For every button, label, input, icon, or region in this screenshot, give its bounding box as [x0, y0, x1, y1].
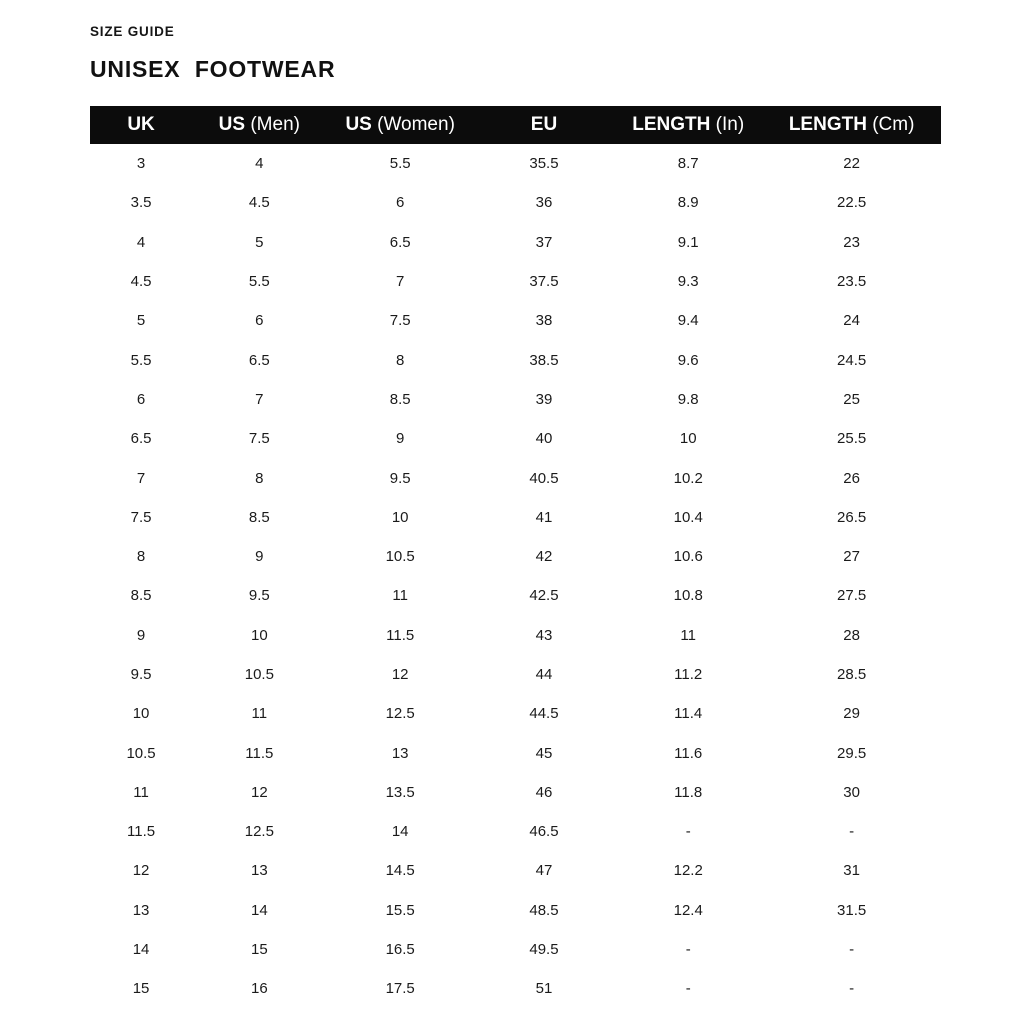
size-cell: 5.5 — [130, 351, 152, 369]
size-row — [90, 144, 941, 183]
size-cell: 10 — [250, 626, 268, 644]
size-cell: 12 — [250, 783, 268, 801]
size-row — [90, 851, 941, 890]
column-header — [327, 106, 474, 144]
size-cell: 49.5 — [529, 941, 559, 959]
size-row — [90, 930, 941, 969]
size-table-header — [90, 106, 941, 144]
size-cell: 41 — [535, 508, 553, 526]
size-cell: 23 — [843, 233, 860, 251]
size-cell: 47 — [535, 862, 553, 880]
size-cell: 16.5 — [385, 941, 415, 959]
size-cell: 13 — [132, 901, 150, 919]
size-cell: 26 — [843, 469, 860, 487]
column-header-light: (Cm) — [872, 114, 915, 135]
column-header — [192, 106, 326, 144]
column-header — [90, 106, 192, 144]
size-cell: 11 — [251, 705, 268, 723]
column-header-light: (Women) — [377, 114, 455, 135]
size-cell: 6 — [255, 312, 264, 330]
size-cell: 3.5 — [130, 194, 152, 212]
size-cell: 9.3 — [677, 273, 699, 291]
size-cell: 11.8 — [674, 783, 703, 801]
size-cell: 14.5 — [385, 862, 415, 880]
size-cell: 10 — [679, 430, 697, 448]
size-cell: 25.5 — [837, 430, 867, 448]
size-cell: 16 — [250, 980, 268, 998]
size-cell: 8 — [136, 548, 146, 566]
size-row — [90, 969, 941, 1008]
size-cell: 9.8 — [677, 390, 699, 408]
size-row — [90, 183, 941, 222]
size-cell: 46 — [535, 783, 553, 801]
size-cell: 29.5 — [837, 744, 867, 762]
size-row — [90, 773, 941, 812]
size-table-header-row — [90, 106, 941, 144]
size-cell: 9.1 — [677, 233, 699, 251]
size-cell: - — [685, 941, 691, 959]
size-cell: 5.5 — [248, 273, 270, 291]
size-cell: 9 — [136, 626, 146, 644]
size-table — [90, 106, 941, 1009]
size-cell: 4.5 — [248, 194, 270, 212]
size-cell: 42.5 — [529, 587, 559, 605]
size-row — [90, 223, 941, 262]
size-cell: 8.7 — [677, 155, 699, 173]
eyebrow-label: SIZE GUIDE — [90, 24, 175, 39]
size-cell: 6.5 — [389, 233, 411, 251]
size-row — [90, 733, 941, 772]
size-cell: 37.5 — [529, 273, 559, 291]
size-cell: 15.5 — [385, 901, 415, 919]
size-cell: - — [685, 823, 691, 841]
size-cell: 7.5 — [130, 508, 152, 526]
size-cell: 28.5 — [837, 666, 867, 683]
size-cell: 12.5 — [385, 705, 415, 723]
size-cell: 9.6 — [677, 351, 699, 369]
size-cell: 11 — [133, 783, 149, 801]
size-cell: 22.5 — [837, 194, 867, 212]
size-cell: 11.2 — [674, 666, 703, 683]
size-cell: 9.5 — [130, 666, 152, 683]
size-cell: 7 — [255, 390, 264, 408]
size-cell: 44.5 — [529, 705, 559, 723]
size-cell: 22 — [843, 155, 860, 173]
size-cell: 27 — [843, 548, 860, 566]
size-cell: 45 — [535, 744, 553, 762]
size-cell: 11.4 — [674, 705, 703, 723]
column-header — [762, 106, 941, 144]
size-cell: 10.5 — [385, 548, 415, 566]
column-header — [614, 106, 762, 144]
size-cell: 9 — [396, 430, 405, 448]
size-row — [90, 616, 941, 655]
size-cell: 8.9 — [677, 194, 699, 212]
size-cell: 36 — [535, 194, 553, 212]
size-cell: 17.5 — [385, 980, 415, 998]
size-cell: 14 — [132, 941, 150, 959]
size-cell: 11 — [680, 626, 696, 644]
size-cell: 11.5 — [245, 744, 274, 762]
size-cell: 11 — [392, 587, 408, 605]
size-row — [90, 812, 941, 851]
size-cell: 12 — [391, 666, 409, 683]
size-cell: 31.5 — [837, 901, 867, 919]
page-title: UNISEX FOOTWEAR — [90, 56, 336, 82]
size-cell: 7.5 — [389, 312, 411, 330]
size-row — [90, 694, 941, 733]
size-cell: 9 — [255, 548, 264, 566]
size-cell: 13 — [391, 744, 409, 762]
size-cell: 10 — [391, 508, 409, 526]
size-cell: 26.5 — [837, 508, 867, 526]
size-cell: 10.6 — [673, 548, 703, 566]
column-header-bold: US — [218, 114, 246, 135]
size-cell: 4 — [255, 155, 264, 173]
size-cell: 46.5 — [529, 823, 559, 841]
size-cell: 11.6 — [674, 744, 703, 762]
size-cell: 10.4 — [673, 508, 703, 526]
column-header-bold: UK — [127, 114, 155, 135]
size-row — [90, 891, 941, 930]
size-cell: 7 — [396, 273, 405, 291]
size-cell: 27.5 — [837, 587, 867, 605]
size-cell: 12.5 — [244, 823, 274, 841]
size-cell: 30 — [843, 783, 860, 801]
size-cell: - — [685, 980, 691, 998]
column-header-bold: LENGTH — [788, 114, 867, 135]
size-row — [90, 301, 941, 340]
size-cell: 48.5 — [529, 901, 559, 919]
column-header-bold: EU — [530, 114, 558, 135]
size-cell: 24.5 — [837, 351, 867, 369]
column-header — [474, 106, 614, 144]
size-cell: 42 — [535, 548, 553, 566]
size-cell: 10 — [132, 705, 150, 723]
size-cell: 5 — [136, 312, 146, 330]
size-cell: 8 — [255, 469, 264, 487]
size-cell: 6.5 — [248, 351, 270, 369]
size-cell: 44 — [535, 666, 553, 683]
size-cell: 14 — [391, 823, 409, 841]
size-cell: 15 — [132, 980, 150, 998]
size-cell: 24 — [843, 312, 860, 330]
size-cell: 9.5 — [248, 587, 270, 605]
size-cell: 9.5 — [389, 469, 411, 487]
size-cell: 7 — [136, 469, 146, 487]
size-cell: 12.4 — [673, 901, 703, 919]
size-cell: 8.5 — [248, 508, 270, 526]
size-cell: - — [849, 941, 855, 959]
size-row — [90, 262, 941, 301]
size-cell: 6.5 — [130, 430, 152, 448]
size-cell: 4.5 — [130, 273, 152, 291]
size-cell: 35.5 — [529, 155, 559, 173]
column-header-light: (Men) — [250, 114, 300, 135]
size-cell: 9.4 — [677, 312, 699, 330]
size-cell: 51 — [535, 980, 553, 998]
size-row — [90, 419, 941, 458]
size-cell: 11.5 — [127, 823, 156, 841]
size-table-body — [90, 144, 941, 1009]
size-cell: 38.5 — [529, 351, 559, 369]
size-cell: 10.5 — [126, 744, 156, 762]
size-row — [90, 340, 941, 379]
size-cell: 14 — [250, 901, 268, 919]
size-cell: 15 — [250, 941, 268, 959]
size-cell: 23.5 — [837, 273, 867, 291]
size-cell: 25 — [843, 390, 860, 408]
size-cell: 31 — [843, 862, 860, 880]
size-cell: 39 — [535, 390, 553, 408]
size-cell: 40 — [535, 430, 553, 448]
size-cell: 10.2 — [673, 469, 703, 487]
size-cell: 37 — [535, 233, 553, 251]
size-cell: - — [849, 823, 855, 841]
column-header-bold: LENGTH — [632, 114, 711, 135]
size-row — [90, 380, 941, 419]
size-cell: 38 — [535, 312, 553, 330]
size-row — [90, 576, 941, 615]
size-cell: 28 — [843, 626, 860, 644]
size-cell: 13.5 — [385, 783, 415, 801]
size-row — [90, 537, 941, 576]
size-cell: 3 — [136, 155, 146, 173]
size-cell: 6 — [136, 390, 146, 408]
size-cell: 8 — [396, 351, 405, 369]
size-row — [90, 498, 941, 537]
size-cell: 5 — [255, 233, 264, 251]
column-header-bold: US — [345, 114, 372, 135]
size-cell: 12.2 — [673, 862, 703, 880]
size-cell: 10.8 — [673, 587, 703, 605]
size-cell: 13 — [250, 862, 268, 880]
size-cell: 11.5 — [386, 626, 415, 644]
size-cell: 8.5 — [389, 390, 411, 408]
size-cell: - — [849, 980, 855, 998]
size-cell: 29 — [843, 705, 860, 723]
content-area — [90, 0, 941, 1009]
size-row — [90, 458, 941, 497]
size-cell: 4 — [136, 233, 146, 251]
size-cell: 6 — [396, 194, 405, 212]
size-cell: 8.5 — [130, 587, 152, 605]
size-cell: 5.5 — [389, 155, 411, 173]
size-cell: 10.5 — [244, 666, 274, 683]
size-cell: 12 — [132, 862, 150, 880]
column-header-light: (In) — [715, 114, 745, 135]
size-row — [90, 655, 941, 694]
size-cell: 43 — [535, 626, 553, 644]
size-cell: 40.5 — [529, 469, 559, 487]
size-cell: 7.5 — [248, 430, 270, 448]
